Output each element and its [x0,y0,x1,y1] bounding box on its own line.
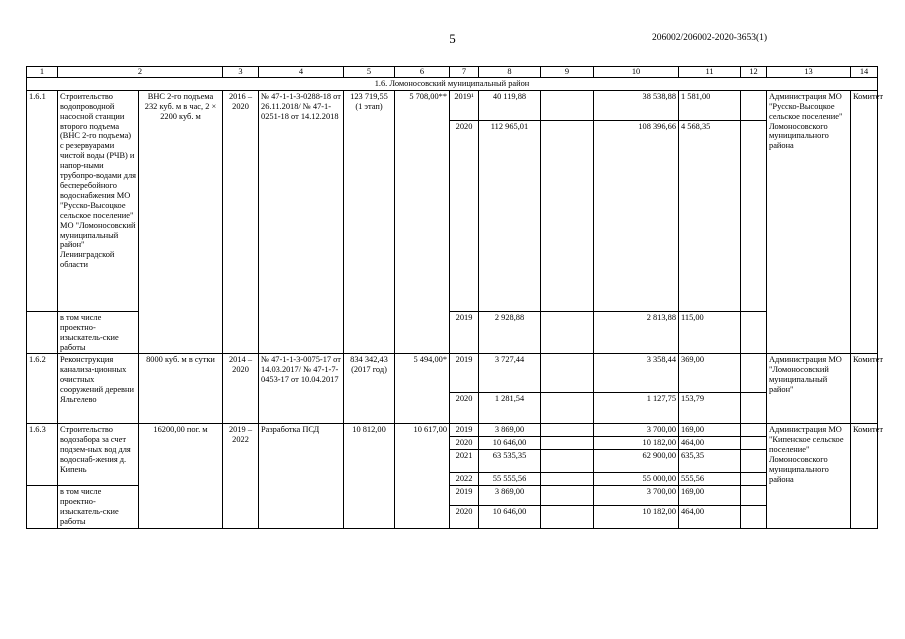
col10-cell: 10 182,00 [594,437,679,450]
col10-cell: 3 700,00 [594,424,679,437]
entry-number: 1.6.2 [27,354,58,424]
entry-period: 2019 – 2022 [223,424,259,528]
entry-doc: № 47-1-1-3-0075-17 от 14.03.2017/ № 47-1-7-0453-17 от 10.04.2017 [259,354,344,424]
entry-number: 1.6.3 [27,424,58,486]
col12-cell [741,354,767,393]
col10-cell: 3 700,00 [594,486,679,506]
table-row [27,354,878,393]
col-header: 11 [679,67,741,78]
year-cell: 2021 [450,450,479,473]
entry-committee: Комитет [851,90,878,354]
col11-cell: 1 581,00 [679,90,741,120]
entry-name: Реконструкция канализа-ционных очистных сооружений деревни Яльгелево [58,354,139,424]
col-header: 14 [851,67,878,78]
col11-cell: 464,00 [679,437,741,450]
col12-cell [741,120,767,311]
col12-cell [741,473,767,486]
year-cell: 2019 [450,424,479,437]
page-number: 5 [449,31,456,46]
col12-cell [741,450,767,473]
col8-cell: 55 555,56 [479,473,541,486]
col-header: 2 [58,67,223,78]
col-header: 13 [767,67,851,78]
col-header: 3 [223,67,259,78]
col-header: 12 [741,67,767,78]
col12-cell [741,486,767,506]
section-row [27,77,878,90]
table-row [27,424,878,437]
col11-cell: 169,00 [679,424,741,437]
entry-name: Строительство водозабора за счет подзем-ных вод для водоснаб-жения д. Кипень [58,424,139,486]
entry-doc: Разработка ПСД [259,424,344,528]
col8-cell: 2 928,88 [479,311,541,354]
col8-cell: 10 646,00 [479,437,541,450]
year-cell: 2019 [450,486,479,506]
year-cell: 2020 [450,437,479,450]
col10-cell: 1 127,75 [594,393,679,424]
year-cell: 2020 [450,505,479,528]
entry-cost: 10 812,00 [344,424,395,528]
sub-label: в том числе проектно-изыскатель-ские работы [58,486,139,529]
col9-cell [541,437,594,450]
col10-cell: 108 396,66 [594,120,679,311]
entry-number [27,486,58,529]
sub-label: в том числе проектно-изыскатель-ские работы [58,311,139,354]
col12-cell [741,90,767,120]
entry-cost: 834 342,43 (2017 год) [344,354,395,424]
entry-capacity: ВНС 2-го подъема 232 куб. м в час, 2 × 2200 куб. м [139,90,223,354]
entry-cost: 123 719,55 (1 этап) [344,90,395,354]
entry-capacity: 16200,00 пог. м [139,424,223,528]
year-cell: 2020 [450,393,479,424]
section-title: 1.6. Ломоносовский муниципальный район [27,77,878,90]
col9-cell [541,120,594,311]
entry-capacity: 8000 куб. м в сутки [139,354,223,424]
col8-cell: 1 281,54 [479,393,541,424]
col-header: 5 [344,67,395,78]
col10-cell: 3 358,44 [594,354,679,393]
col11-cell: 555,56 [679,473,741,486]
col8-cell: 10 646,00 [479,505,541,528]
entry-col6: 10 617,00 [395,424,450,528]
entry-number [27,311,58,354]
year-cell: 2019 [450,311,479,354]
col11-cell: 153,79 [679,393,741,424]
col8-cell: 40 119,88 [479,90,541,120]
col-header: 7 [450,67,479,78]
entry-admin: Администрация МО "Ломоносовский муниципальный район" [767,354,851,424]
entry-admin: Администрация МО "Кипенское сельское поселение" Ломоносовского муниципального района [767,424,851,528]
col11-cell: 115,00 [679,311,741,354]
col11-cell: 169,00 [679,486,741,506]
entry-committee: Комитет [851,354,878,424]
year-cell: 2019 [450,354,479,393]
col8-cell: 112 965,01 [479,120,541,311]
entry-period: 2014 – 2020 [223,354,259,424]
col-header: 10 [594,67,679,78]
col9-cell [541,473,594,486]
col-header: 1 [27,67,58,78]
col9-cell [541,354,594,393]
col11-cell: 4 568,35 [679,120,741,311]
col12-cell [741,393,767,424]
table-row [27,90,878,120]
year-cell: 2020 [450,120,479,311]
entry-number: 1.6.1 [27,90,58,311]
entry-committee: Комитет [851,424,878,528]
entry-col6: 5 708,00** [395,90,450,354]
col8-cell: 3 727,44 [479,354,541,393]
col12-cell [741,505,767,528]
col-header: 6 [395,67,450,78]
col-header: 8 [479,67,541,78]
col8-cell: 3 869,00 [479,424,541,437]
col9-cell [541,393,594,424]
col8-cell: 63 535,35 [479,450,541,473]
col10-cell: 2 813,88 [594,311,679,354]
col-header: 9 [541,67,594,78]
col9-cell [541,486,594,506]
col10-cell: 62 900,00 [594,450,679,473]
col9-cell [541,311,594,354]
col11-cell: 369,00 [679,354,741,393]
column-number-row [27,67,878,78]
col10-cell: 10 182,00 [594,505,679,528]
col10-cell: 55 000,00 [594,473,679,486]
col9-cell [541,505,594,528]
col10-cell: 38 538,88 [594,90,679,120]
entry-period: 2016 – 2020 [223,90,259,354]
col9-cell [541,90,594,120]
entry-col6: 5 494,00* [395,354,450,424]
entry-name: Строительство водопроводной насосной станции второго подъема (ВНС 2-го подъема) с резервуарами чистой воды (РЧВ) и напор-ными трубопро-водами для бесперебойного водоснабжения МО "Русско-Высоцкое сельское поселение" МО "Ломоносовский муниципальный район" Ленинградской области [58,90,139,311]
col9-cell [541,424,594,437]
entry-doc: № 47-1-1-3-0288-18 от 26.11.2018/ № 47-1-0251-18 от 14.12.2018 [259,90,344,354]
col12-cell [741,424,767,437]
col11-cell: 464,00 [679,505,741,528]
investment-table [26,66,884,529]
col12-cell [741,311,767,354]
col9-cell [541,450,594,473]
col-header: 4 [259,67,344,78]
document-reference: 206002/206002-2020-3653(1) [652,33,768,43]
entry-admin: Администрация МО "Русско-Высоцкое сельское поселение" Ломоносовского муниципального района [767,90,851,354]
col11-cell: 635,35 [679,450,741,473]
col12-cell [741,437,767,450]
col8-cell: 3 869,00 [479,486,541,506]
year-cell: 2022 [450,473,479,486]
year-cell: 2019¹ [450,90,479,120]
